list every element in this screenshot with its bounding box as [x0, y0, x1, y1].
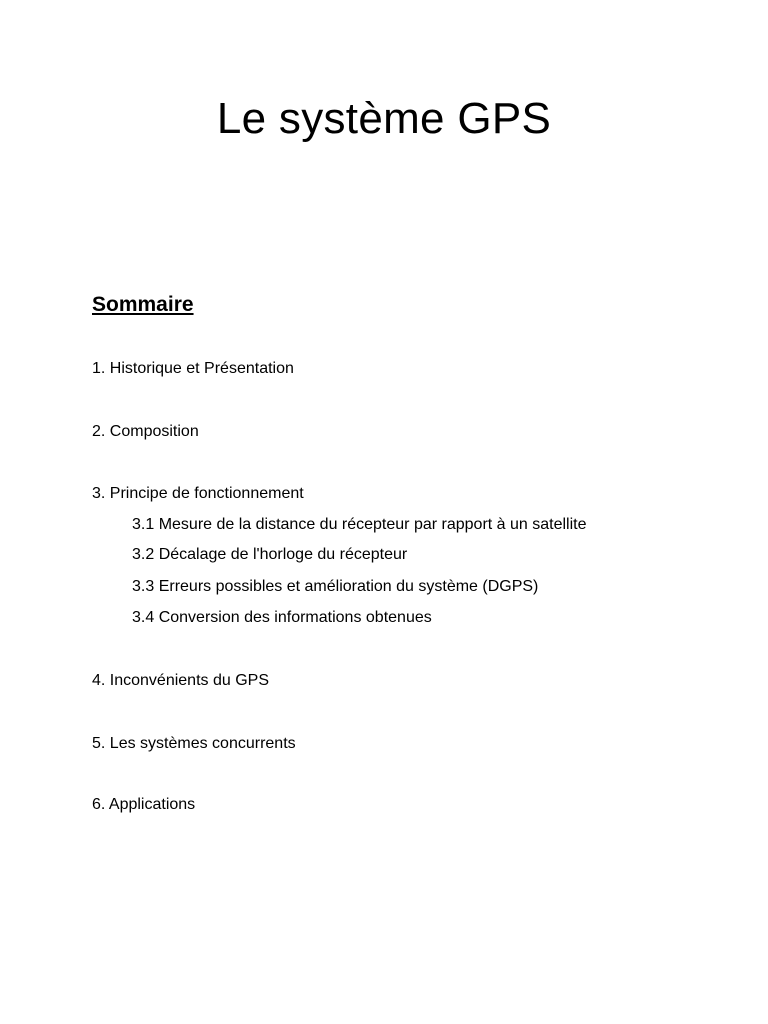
toc-item-5: 5. Les systèmes concurrents: [92, 735, 296, 752]
toc-item-6: 6. Applications: [92, 796, 196, 813]
toc-item-3-2: 3.2 Décalage de l'horloge du récepteur: [132, 546, 408, 563]
toc-item-3-4: 3.4 Conversion des informations obtenues: [132, 609, 432, 626]
document-title: Le système GPS: [216, 94, 552, 143]
toc-heading: Sommaire: [92, 293, 194, 316]
toc-item-3: 3. Principe de fonctionnement: [92, 485, 304, 502]
toc-item-3-1: 3.1 Mesure de la distance du récepteur par rapport à un satellite: [132, 516, 587, 533]
toc-item-4: 4. Inconvénients du GPS: [92, 672, 269, 689]
toc-item-2: 2. Composition: [92, 423, 199, 440]
toc-item-1: 1. Historique et Présentation: [92, 360, 294, 377]
toc-item-3-3: 3.3 Erreurs possibles et amélioration du système (DGPS): [132, 578, 539, 595]
